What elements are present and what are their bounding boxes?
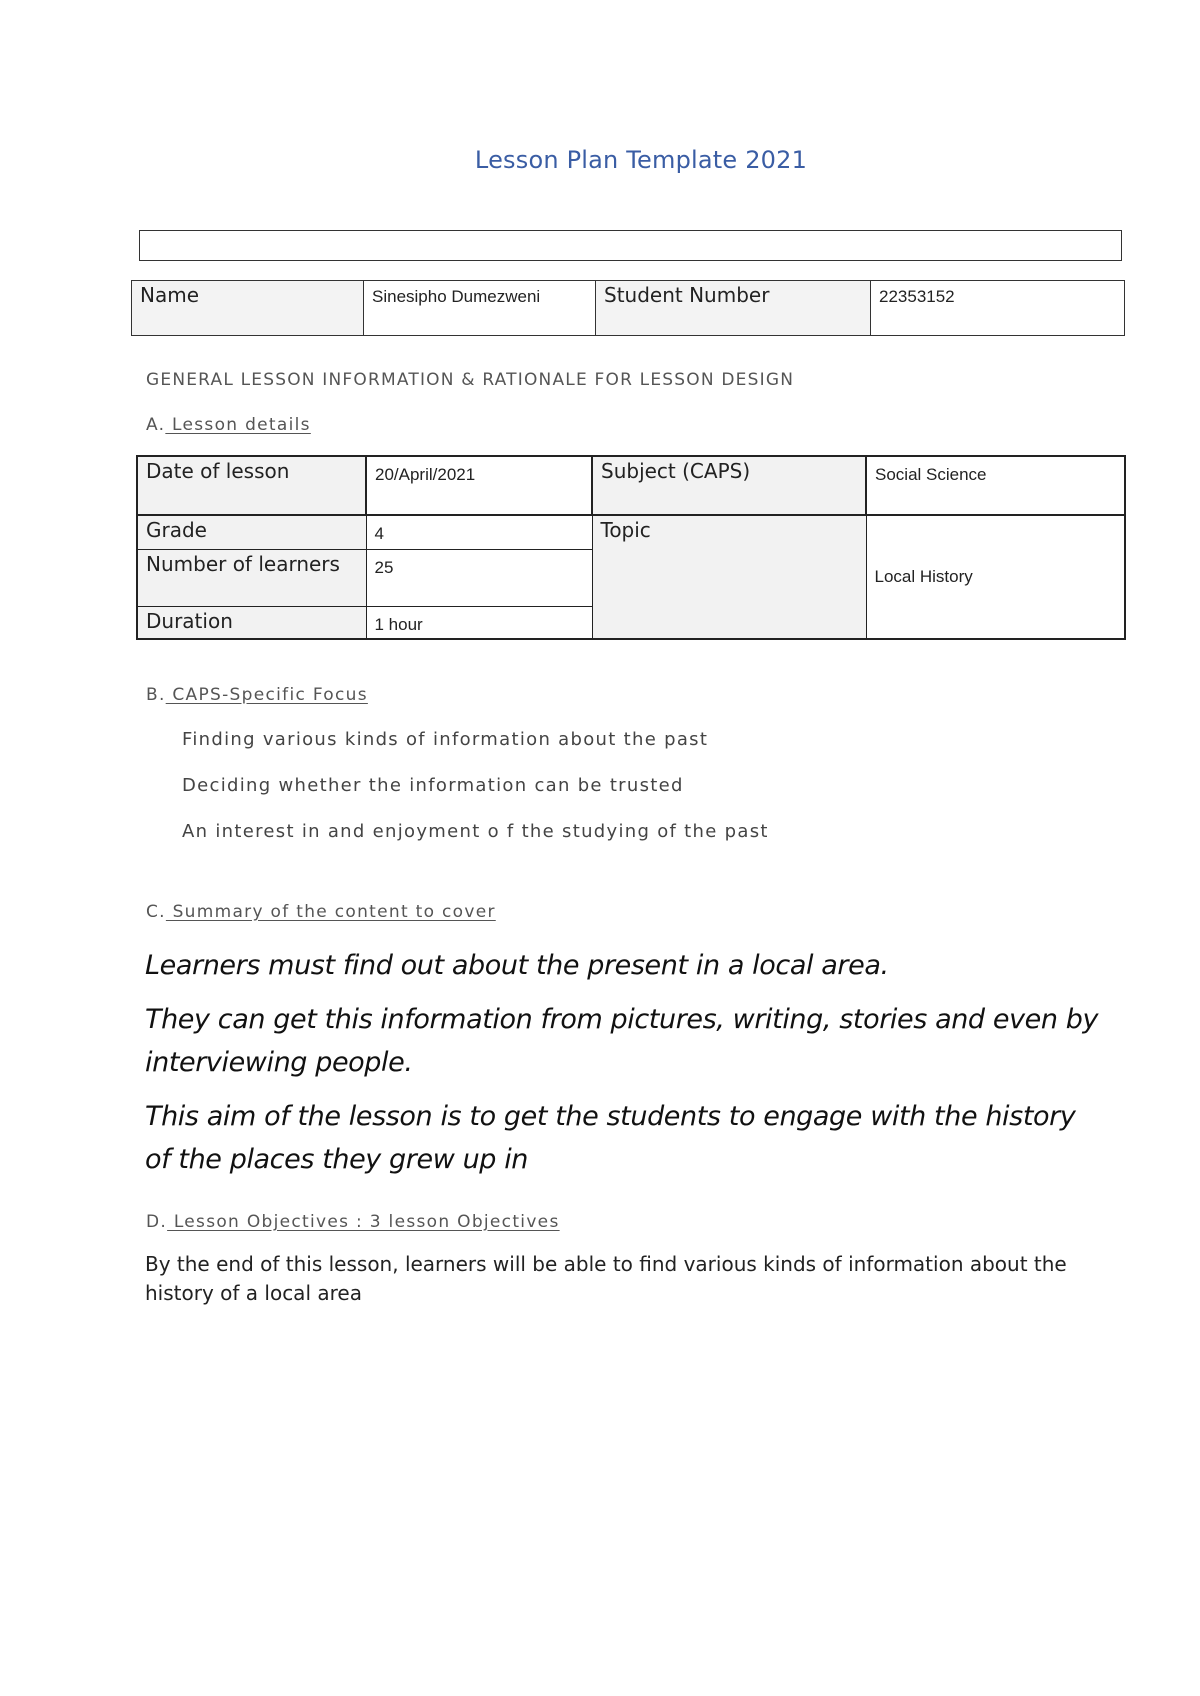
caps-focus-item: Deciding whether the information can be trusted (182, 775, 684, 796)
summary-paragraph: Learners must find out about the present in a local area. (145, 950, 889, 981)
duration-label: Duration (137, 606, 366, 639)
section-c-heading (146, 902, 496, 922)
grade-label: Grade (137, 515, 366, 549)
student-number-value: 22353152 (871, 281, 1125, 336)
section-a-prefix: A. (146, 415, 166, 435)
page-title: Lesson Plan Template 2021 (474, 146, 808, 174)
name-label: Name (132, 281, 364, 336)
name-value: Sinesipho Dumezweni (364, 281, 596, 336)
details-row-date (137, 456, 1125, 515)
details-row-grade (137, 515, 1125, 549)
learners-value: 25 (366, 549, 592, 606)
topic-label: Topic (592, 515, 866, 639)
caps-focus-item: Finding various kinds of information about the past (182, 729, 709, 750)
section-d-prefix: D. (146, 1212, 168, 1232)
section-a-title: Lesson details (165, 415, 311, 435)
grade-value: 4 (366, 515, 592, 549)
student-number-label: Student Number (596, 281, 871, 336)
section-d-heading (146, 1212, 560, 1232)
topic-value: Local History (866, 515, 1125, 639)
general-info-heading: GENERAL LESSON INFORMATION & RATIONALE FOR LESSON DESIGN (146, 370, 795, 390)
duration-value: 1 hour (366, 606, 592, 639)
learners-label: Number of learners (137, 549, 366, 606)
date-label: Date of lesson (137, 456, 366, 515)
section-b-title: CAPS-Specific Focus (165, 685, 368, 705)
subject-label: Subject (CAPS) (592, 456, 866, 515)
summary-paragraph: They can get this information from pictures, writing, stories and even by interviewing people. (145, 1004, 1099, 1078)
blank-header-box (139, 230, 1122, 261)
section-b-heading (146, 685, 368, 705)
section-c-prefix: C. (146, 902, 166, 922)
subject-value: Social Science (866, 456, 1125, 515)
section-b-prefix: B. (146, 685, 166, 705)
section-a-heading (146, 415, 311, 435)
section-c-title: Summary of the content to cover (165, 902, 496, 922)
lesson-details-table (136, 455, 1126, 640)
student-info-row (132, 281, 1125, 336)
lesson-objective-text: By the end of this lesson, learners will be able to find various kinds of information about the history of a local area (145, 1252, 1067, 1305)
caps-focus-list (182, 728, 769, 866)
content-summary (145, 944, 1105, 1192)
caps-focus-item: An interest in and enjoyment o f the studying of the past (182, 821, 769, 842)
section-d-title: Lesson Objectives : 3 lesson Objectives (167, 1212, 560, 1232)
summary-paragraph: This aim of the lesson is to get the students to engage with the history of the places they grew up in (145, 1101, 1076, 1175)
date-value: 20/April/2021 (366, 456, 592, 515)
student-info-table (131, 280, 1125, 336)
